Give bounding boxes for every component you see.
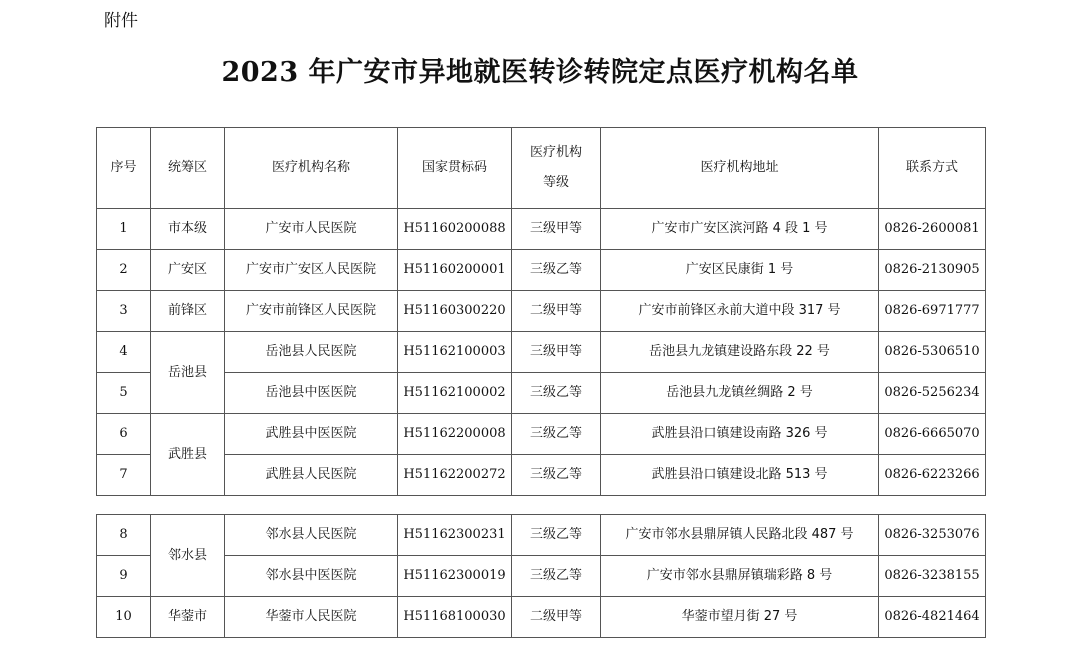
table-row xyxy=(97,455,986,496)
cell-level: 二级甲等 xyxy=(512,597,601,638)
cell-address: 岳池县九龙镇丝绸路 2 号 xyxy=(601,373,879,414)
cell-name: 武胜县中医医院 xyxy=(225,414,398,455)
cell-area: 前锋区 xyxy=(151,291,225,332)
cell-code: H51160200001 xyxy=(398,250,512,291)
table-row xyxy=(97,515,986,556)
cell-name: 岳池县人民医院 xyxy=(225,332,398,373)
cell-name: 岳池县中医医院 xyxy=(225,373,398,414)
cell-level: 三级甲等 xyxy=(512,209,601,250)
cell-seq: 4 xyxy=(97,332,151,373)
cell-contact: 0826-6971777 xyxy=(879,291,986,332)
cell-area: 邻水县 xyxy=(151,515,225,597)
header-contact: 联系方式 xyxy=(879,128,986,209)
cell-address: 武胜县沿口镇建设南路 326 号 xyxy=(601,414,879,455)
cell-level: 三级乙等 xyxy=(512,556,601,597)
cell-seq: 5 xyxy=(97,373,151,414)
cell-area: 岳池县 xyxy=(151,332,225,414)
table-row xyxy=(97,556,986,597)
hospital-table-part2 xyxy=(96,514,986,638)
header-address: 医疗机构地址 xyxy=(601,128,879,209)
cell-contact: 0826-2130905 xyxy=(879,250,986,291)
cell-level: 三级甲等 xyxy=(512,332,601,373)
cell-level: 二级甲等 xyxy=(512,291,601,332)
cell-seq: 1 xyxy=(97,209,151,250)
cell-area: 市本级 xyxy=(151,209,225,250)
cell-level: 三级乙等 xyxy=(512,250,601,291)
cell-seq: 10 xyxy=(97,597,151,638)
table-row xyxy=(97,332,986,373)
cell-code: H51162200272 xyxy=(398,455,512,496)
header-level xyxy=(512,128,601,209)
cell-code: H51162300231 xyxy=(398,515,512,556)
cell-name: 广安市前锋区人民医院 xyxy=(225,291,398,332)
cell-level: 三级乙等 xyxy=(512,373,601,414)
cell-level: 三级乙等 xyxy=(512,414,601,455)
cell-seq: 2 xyxy=(97,250,151,291)
cell-level: 三级乙等 xyxy=(512,515,601,556)
header-code: 国家贯标码 xyxy=(398,128,512,209)
cell-name: 邻水县中医医院 xyxy=(225,556,398,597)
cell-contact: 0826-5306510 xyxy=(879,332,986,373)
header-level-line2: 等级 xyxy=(542,175,569,190)
table-row xyxy=(97,373,986,414)
table-row xyxy=(97,414,986,455)
table-row xyxy=(97,597,986,638)
cell-area: 武胜县 xyxy=(151,414,225,496)
table-row xyxy=(97,209,986,250)
cell-seq: 9 xyxy=(97,556,151,597)
cell-name: 邻水县人民医院 xyxy=(225,515,398,556)
cell-name: 广安市广安区人民医院 xyxy=(225,250,398,291)
cell-code: H51168100030 xyxy=(398,597,512,638)
cell-code: H51162100003 xyxy=(398,332,512,373)
cell-contact: 0826-5256234 xyxy=(879,373,986,414)
cell-contact: 0826-3238155 xyxy=(879,556,986,597)
cell-address: 广安市广安区滨河路 4 段 1 号 xyxy=(601,209,879,250)
cell-seq: 8 xyxy=(97,515,151,556)
cell-code: H51160300220 xyxy=(398,291,512,332)
document-title: 2023 年广安市异地就医转诊转院定点医疗机构名单 xyxy=(221,57,859,88)
cell-seq: 6 xyxy=(97,414,151,455)
table-row xyxy=(97,291,986,332)
hospital-table-part1 xyxy=(96,127,986,496)
header-level-line1: 医疗机构 xyxy=(529,145,582,160)
cell-level: 三级乙等 xyxy=(512,455,601,496)
header-seq: 序号 xyxy=(97,128,151,209)
cell-contact: 0826-6223266 xyxy=(879,455,986,496)
cell-address: 广安市前锋区永前大道中段 317 号 xyxy=(601,291,879,332)
cell-name: 华蓥市人民医院 xyxy=(225,597,398,638)
cell-area: 广安区 xyxy=(151,250,225,291)
cell-seq: 7 xyxy=(97,455,151,496)
cell-address: 广安区民康街 1 号 xyxy=(601,250,879,291)
header-area: 统筹区 xyxy=(151,128,225,209)
cell-code: H51160200088 xyxy=(398,209,512,250)
table-header-row xyxy=(97,128,986,209)
cell-address: 广安市邻水县鼎屏镇瑞彩路 8 号 xyxy=(601,556,879,597)
cell-seq: 3 xyxy=(97,291,151,332)
cell-name: 武胜县人民医院 xyxy=(225,455,398,496)
cell-code: H51162200008 xyxy=(398,414,512,455)
header-name: 医疗机构名称 xyxy=(225,128,398,209)
cell-contact: 0826-4821464 xyxy=(879,597,986,638)
cell-address: 华蓥市望月街 27 号 xyxy=(601,597,879,638)
cell-address: 岳池县九龙镇建设路东段 22 号 xyxy=(601,332,879,373)
cell-code: H51162100002 xyxy=(398,373,512,414)
table-row xyxy=(97,250,986,291)
cell-contact: 0826-3253076 xyxy=(879,515,986,556)
attachment-label: 附件 xyxy=(104,11,138,31)
cell-contact: 0826-6665070 xyxy=(879,414,986,455)
cell-address: 武胜县沿口镇建设北路 513 号 xyxy=(601,455,879,496)
cell-code: H51162300019 xyxy=(398,556,512,597)
cell-name: 广安市人民医院 xyxy=(225,209,398,250)
cell-contact: 0826-2600081 xyxy=(879,209,986,250)
cell-area: 华蓥市 xyxy=(151,597,225,638)
cell-address: 广安市邻水县鼎屏镇人民路北段 487 号 xyxy=(601,515,879,556)
